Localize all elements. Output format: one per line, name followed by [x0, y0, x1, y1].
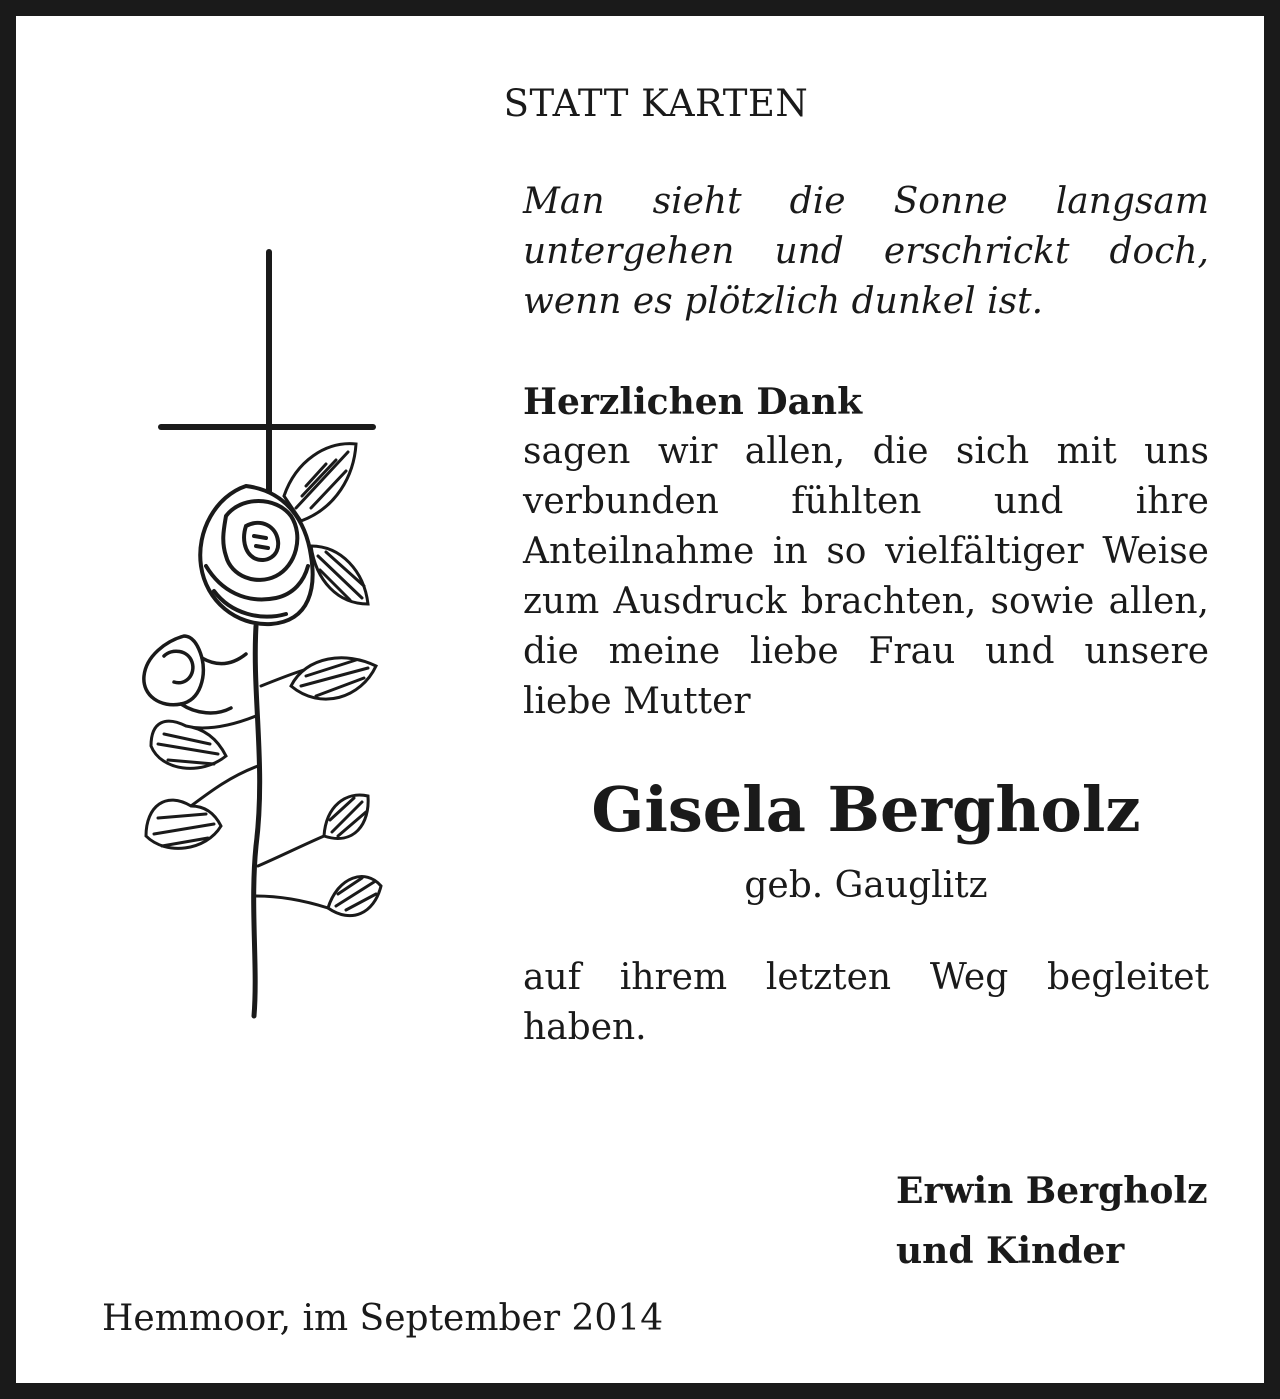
closing-text: auf ihrem letzten Weg begleitet haben. — [523, 957, 1209, 1048]
thanks-text: sagen wir allen, die sich mit uns verbunden fühlten und ihre Anteilnahme in so vielfältiger Weise zum Ausdruck brachten, sowie allen, die meine liebe Frau und unsere liebe Mutter — [523, 431, 1209, 722]
place-date: Hemmoor, im September 2014 — [102, 1298, 664, 1339]
deceased-name: Gisela Bergholz — [591, 773, 1141, 846]
birth-name: geb. Gauglitz — [744, 865, 988, 906]
memorial-quote: Man sieht die Sonne langsam untergehen und erschrickt doch, wenn es plötzlich dunkel ist. — [523, 181, 1209, 322]
signer-line: und Kinder — [896, 1230, 1125, 1272]
notice-header: STATT KARTEN — [503, 82, 809, 125]
cross-with-rose-icon — [106, 246, 396, 1026]
thanks-heading: Herzlichen Dank — [523, 381, 863, 423]
signers-block — [896, 1161, 1208, 1281]
signer-line: Erwin Bergholz — [896, 1170, 1208, 1212]
